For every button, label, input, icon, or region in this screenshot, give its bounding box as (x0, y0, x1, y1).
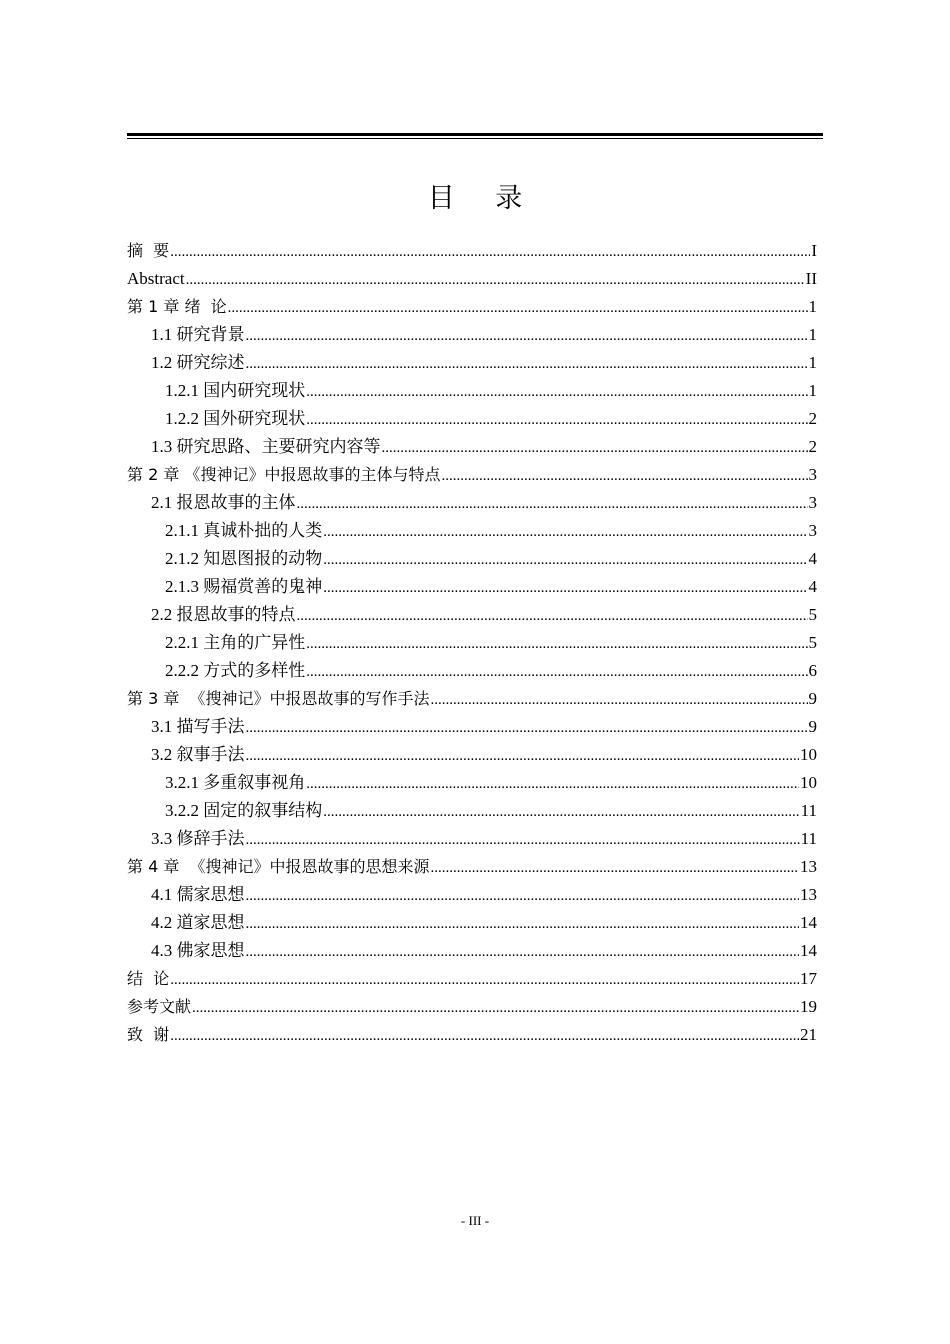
toc-dot-leader (306, 630, 807, 658)
toc-entry[interactable] (127, 545, 817, 573)
toc-entry[interactable] (127, 461, 817, 489)
toc-entry-page: 1 (808, 381, 817, 400)
toc-entry-page: 14 (800, 941, 817, 960)
toc-dot-leader (306, 770, 799, 798)
toc-entry-page: 10 (800, 745, 817, 764)
toc-entry-label: 4.2 道家思想 (151, 913, 245, 932)
toc-entry-page: 17 (800, 969, 817, 988)
toc-entry-label: 1.1 研究背景 (151, 325, 245, 344)
toc-entry-label: 2.1.2 知恩图报的动物 (165, 549, 323, 568)
toc-entry-label: 结 论 (127, 969, 170, 988)
toc-dot-leader (246, 742, 800, 770)
toc-entry-label: 2.2.1 主角的广异性 (165, 633, 306, 652)
toc-entry-page: 6 (808, 661, 817, 680)
toc-entry-page: 13 (800, 857, 817, 876)
toc-entry-label: 第 4 章 《搜神记》中报恩故事的思想来源 (127, 857, 430, 876)
toc-entry[interactable] (127, 237, 817, 265)
toc-entry[interactable] (127, 993, 817, 1021)
toc-entry[interactable] (127, 601, 817, 629)
toc-entry-label: 1.2.2 国外研究现状 (165, 409, 306, 428)
toc-entry-page: 4 (808, 549, 817, 568)
toc-entry[interactable] (127, 713, 817, 741)
toc-dot-leader (441, 462, 807, 490)
toc-dot-leader (431, 686, 808, 714)
toc-entry[interactable] (127, 321, 817, 349)
toc-entry-page: I (811, 241, 817, 260)
toc-entry[interactable] (127, 853, 817, 881)
toc-entry-page: 9 (808, 717, 817, 736)
toc-entry[interactable] (127, 349, 817, 377)
toc-entry-page: 14 (800, 913, 817, 932)
header-rule-thin (127, 138, 823, 139)
toc-entry-label: 1.2.1 国内研究现状 (165, 381, 306, 400)
toc-entry-page: 11 (800, 829, 817, 848)
toc-entry-label: 3.2.1 多重叙事视角 (165, 773, 306, 792)
toc-entry-label: Abstract (127, 269, 185, 288)
table-of-contents (127, 237, 817, 1049)
toc-entry-page: II (805, 269, 817, 288)
page-title: 目 录 (427, 183, 539, 214)
toc-entry-label: 3.2.2 固定的叙事结构 (165, 801, 323, 820)
toc-dot-leader (431, 854, 799, 882)
toc-dot-leader (246, 938, 800, 966)
toc-entry[interactable] (127, 685, 817, 713)
toc-entry-page: 11 (800, 801, 817, 820)
toc-dot-leader (323, 546, 807, 574)
toc-entry-label: 3.1 描写手法 (151, 717, 245, 736)
toc-entry[interactable] (127, 881, 817, 909)
toc-dot-leader (246, 826, 800, 854)
toc-entry[interactable] (127, 517, 817, 545)
toc-entry[interactable] (127, 965, 817, 993)
toc-entry-page: 2 (808, 437, 817, 456)
toc-dot-leader (246, 910, 800, 938)
toc-entry-page: 5 (808, 605, 817, 624)
toc-entry[interactable] (127, 825, 817, 853)
toc-entry-page: 1 (808, 297, 817, 316)
toc-dot-leader (192, 994, 799, 1022)
toc-entry-label: 4.3 佛家思想 (151, 941, 245, 960)
toc-entry[interactable] (127, 769, 817, 797)
toc-dot-leader (170, 966, 799, 994)
toc-entry-page: 21 (800, 1025, 817, 1044)
toc-entry[interactable] (127, 1021, 817, 1049)
toc-entry-label: 2.2.2 方式的多样性 (165, 661, 306, 680)
toc-entry[interactable] (127, 937, 817, 965)
toc-entry[interactable] (127, 293, 817, 321)
toc-entry-page: 19 (800, 997, 817, 1016)
toc-entry-label: 2.1.3 赐福赏善的鬼神 (165, 577, 323, 596)
toc-dot-leader (297, 490, 808, 518)
toc-dot-leader (246, 322, 808, 350)
toc-dot-leader (170, 1022, 799, 1050)
toc-entry-page: 3 (808, 521, 817, 540)
toc-entry-page: 10 (800, 773, 817, 792)
toc-entry-label: 第 1 章 绪 论 (127, 297, 227, 316)
toc-entry-label: 3.2 叙事手法 (151, 745, 245, 764)
toc-entry-page: 5 (808, 633, 817, 652)
toc-entry-page: 9 (808, 689, 817, 708)
toc-entry-label: 致 谢 (127, 1025, 170, 1044)
toc-entry-label: 第 2 章 《搜神记》中报恩故事的主体与特点 (127, 465, 441, 484)
toc-entry-page: 3 (808, 493, 817, 512)
page-number-footer: - III - (460, 1213, 490, 1228)
toc-entry[interactable] (127, 629, 817, 657)
toc-dot-leader (306, 658, 807, 686)
toc-dot-leader (246, 714, 808, 742)
toc-dot-leader (382, 434, 808, 462)
toc-entry-label: 3.3 修辞手法 (151, 829, 245, 848)
toc-dot-leader (246, 350, 808, 378)
toc-dot-leader (186, 266, 805, 294)
toc-entry-label: 2.2 报恩故事的特点 (151, 605, 296, 624)
toc-dot-leader (306, 378, 807, 406)
toc-entry-page: 3 (808, 465, 817, 484)
toc-entry-label: 1.3 研究思路、主要研究内容等 (151, 437, 381, 456)
toc-dot-leader (297, 602, 808, 630)
toc-entry[interactable] (127, 377, 817, 405)
toc-dot-leader (306, 406, 807, 434)
toc-entry-label: 摘 要 (127, 241, 170, 260)
toc-entry-page: 4 (808, 577, 817, 596)
toc-dot-leader (170, 238, 810, 266)
toc-entry-label: 2.1 报恩故事的主体 (151, 493, 296, 512)
toc-dot-leader (323, 574, 807, 602)
toc-entry-label: 1.2 研究综述 (151, 353, 245, 372)
toc-dot-leader (228, 294, 808, 322)
toc-entry-page: 13 (800, 885, 817, 904)
toc-entry[interactable] (127, 489, 817, 517)
toc-entry[interactable] (127, 657, 817, 685)
header-rule-thick (127, 133, 823, 136)
toc-entry[interactable] (127, 405, 817, 433)
toc-entry[interactable] (127, 797, 817, 825)
toc-entry-page: 2 (808, 409, 817, 428)
toc-entry-label: 参考文献 (127, 997, 192, 1016)
toc-entry-page: 1 (808, 353, 817, 372)
toc-entry[interactable] (127, 741, 817, 769)
toc-entry-label: 第 3 章 《搜神记》中报恩故事的写作手法 (127, 689, 430, 708)
toc-dot-leader (323, 798, 799, 826)
toc-entry-label: 4.1 儒家思想 (151, 885, 245, 904)
toc-entry[interactable] (127, 909, 817, 937)
toc-entry-page: 1 (808, 325, 817, 344)
toc-dot-leader (323, 518, 807, 546)
toc-entry[interactable] (127, 573, 817, 601)
toc-entry-label: 2.1.1 真诚朴拙的人类 (165, 521, 323, 540)
toc-dot-leader (246, 882, 800, 910)
toc-entry[interactable] (127, 433, 817, 461)
toc-entry[interactable] (127, 265, 817, 293)
